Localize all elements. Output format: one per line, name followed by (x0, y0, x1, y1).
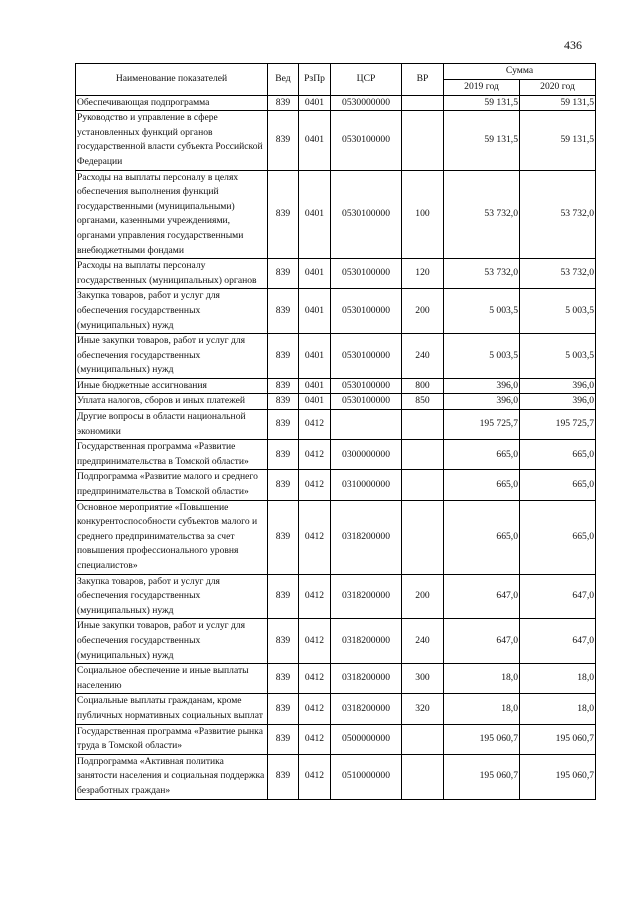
cell-sum-2019: 53 732,0 (444, 259, 520, 289)
cell-ved: 839 (268, 410, 299, 440)
cell-vr: 850 (402, 394, 444, 410)
cell-sum-2019: 5 003,5 (444, 289, 520, 334)
header-name: Наименование показателей (76, 64, 268, 96)
cell-rzpr: 0412 (299, 574, 331, 619)
cell-csr: 0318200000 (331, 619, 402, 664)
cell-ved: 839 (268, 95, 299, 111)
cell-ved: 839 (268, 394, 299, 410)
table-row (76, 440, 596, 470)
cell-ved: 839 (268, 470, 299, 500)
cell-ved: 839 (268, 574, 299, 619)
cell-vr (402, 440, 444, 470)
cell-sum-2020: 665,0 (520, 500, 596, 574)
cell-sum-2020: 195 060,7 (520, 754, 596, 799)
table-row (76, 410, 596, 440)
cell-csr: 0510000000 (331, 754, 402, 799)
cell-rzpr: 0412 (299, 410, 331, 440)
cell-name: Иные закупки товаров, работ и услуг для обеспечения государственных (муниципальных) нужд (76, 619, 268, 664)
cell-rzpr: 0401 (299, 95, 331, 111)
cell-sum-2019: 665,0 (444, 500, 520, 574)
table-row (76, 664, 596, 694)
cell-sum-2020: 647,0 (520, 574, 596, 619)
cell-sum-2019: 53 732,0 (444, 170, 520, 259)
cell-sum-2020: 59 131,5 (520, 111, 596, 170)
cell-name: Иные закупки товаров, работ и услуг для обеспечения государственных (муниципальных) нужд (76, 334, 268, 379)
cell-name: Другие вопросы в области национальной экономики (76, 410, 268, 440)
cell-sum-2019: 5 003,5 (444, 334, 520, 379)
cell-sum-2019: 647,0 (444, 574, 520, 619)
table-row (76, 470, 596, 500)
cell-rzpr: 0412 (299, 724, 331, 754)
cell-name: Закупка товаров, работ и услуг для обеспечения государственных (муниципальных) нужд (76, 289, 268, 334)
cell-name: Социальные выплаты гражданам, кроме публичных нормативных социальных выплат (76, 694, 268, 724)
cell-csr: 0500000000 (331, 724, 402, 754)
cell-rzpr: 0412 (299, 664, 331, 694)
table-row (76, 619, 596, 664)
table-row (76, 754, 596, 799)
cell-rzpr: 0401 (299, 289, 331, 334)
cell-vr: 240 (402, 619, 444, 664)
cell-sum-2020: 665,0 (520, 470, 596, 500)
cell-sum-2019: 18,0 (444, 664, 520, 694)
cell-name: Основное мероприятие «Повышение конкурентоспособности субъектов малого и среднего предпринимательства за счет повышения профессионального уровня специалистов» (76, 500, 268, 574)
cell-sum-2020: 396,0 (520, 394, 596, 410)
cell-name: Иные бюджетные ассигнования (76, 378, 268, 394)
cell-sum-2019: 665,0 (444, 470, 520, 500)
cell-name: Закупка товаров, работ и услуг для обеспечения государственных (муниципальных) нужд (76, 574, 268, 619)
cell-vr: 320 (402, 694, 444, 724)
cell-sum-2019: 396,0 (444, 394, 520, 410)
cell-ved: 839 (268, 754, 299, 799)
cell-sum-2020: 195 725,7 (520, 410, 596, 440)
cell-sum-2020: 5 003,5 (520, 289, 596, 334)
cell-sum-2020: 53 732,0 (520, 259, 596, 289)
header-ved: Вед (268, 64, 299, 96)
cell-csr: 0530100000 (331, 378, 402, 394)
cell-ved: 839 (268, 378, 299, 394)
cell-sum-2020: 18,0 (520, 664, 596, 694)
cell-csr: 0530100000 (331, 259, 402, 289)
cell-rzpr: 0401 (299, 378, 331, 394)
budget-table (75, 63, 596, 800)
cell-sum-2019: 59 131,5 (444, 95, 520, 111)
cell-vr (402, 500, 444, 574)
cell-csr: 0318200000 (331, 500, 402, 574)
cell-rzpr: 0412 (299, 754, 331, 799)
cell-name: Расходы на выплаты персоналу государственных (муниципальных) органов (76, 259, 268, 289)
cell-ved: 839 (268, 170, 299, 259)
cell-csr: 0310000000 (331, 470, 402, 500)
cell-rzpr: 0401 (299, 259, 331, 289)
cell-sum-2019: 647,0 (444, 619, 520, 664)
cell-sum-2019: 396,0 (444, 378, 520, 394)
cell-sum-2019: 195 060,7 (444, 754, 520, 799)
cell-vr (402, 724, 444, 754)
cell-ved: 839 (268, 724, 299, 754)
cell-csr: 0530100000 (331, 170, 402, 259)
cell-name: Руководство и управление в сфере установленных функций органов государственной власти субъекта Российской Федерации (76, 111, 268, 170)
cell-sum-2020: 53 732,0 (520, 170, 596, 259)
cell-rzpr: 0412 (299, 500, 331, 574)
cell-rzpr: 0412 (299, 619, 331, 664)
cell-vr: 200 (402, 574, 444, 619)
cell-ved: 839 (268, 259, 299, 289)
cell-ved: 839 (268, 500, 299, 574)
cell-vr (402, 470, 444, 500)
table-row (76, 378, 596, 394)
cell-csr: 0530100000 (331, 111, 402, 170)
cell-vr: 800 (402, 378, 444, 394)
cell-sum-2020: 647,0 (520, 619, 596, 664)
cell-rzpr: 0412 (299, 440, 331, 470)
cell-vr: 120 (402, 259, 444, 289)
cell-vr (402, 111, 444, 170)
cell-vr: 200 (402, 289, 444, 334)
cell-name: Обеспечивающая подпрограмма (76, 95, 268, 111)
table-row (76, 289, 596, 334)
cell-ved: 839 (268, 111, 299, 170)
header-year-2020: 2020 год (520, 80, 596, 96)
cell-rzpr: 0412 (299, 470, 331, 500)
cell-sum-2020: 665,0 (520, 440, 596, 470)
cell-rzpr: 0401 (299, 170, 331, 259)
cell-csr (331, 410, 402, 440)
cell-name: Уплата налогов, сборов и иных платежей (76, 394, 268, 410)
cell-rzpr: 0401 (299, 334, 331, 379)
cell-vr (402, 95, 444, 111)
cell-ved: 839 (268, 334, 299, 379)
cell-name: Государственная программа «Развитие предпринимательства в Томской области» (76, 440, 268, 470)
table-row (76, 500, 596, 574)
table-body (76, 95, 596, 799)
cell-name: Социальное обеспечение и иные выплаты населению (76, 664, 268, 694)
cell-vr: 240 (402, 334, 444, 379)
cell-ved: 839 (268, 664, 299, 694)
cell-ved: 839 (268, 694, 299, 724)
cell-vr: 300 (402, 664, 444, 694)
cell-name: Подпрограмма «Активная политика занятости населения и социальная поддержка безработных граждан» (76, 754, 268, 799)
cell-rzpr: 0401 (299, 394, 331, 410)
table-header (76, 64, 596, 96)
table-row (76, 170, 596, 259)
cell-vr (402, 754, 444, 799)
cell-vr (402, 410, 444, 440)
header-vr: ВР (402, 64, 444, 96)
cell-csr: 0300000000 (331, 440, 402, 470)
cell-sum-2019: 195 725,7 (444, 410, 520, 440)
cell-sum-2019: 195 060,7 (444, 724, 520, 754)
page-number: 436 (564, 38, 582, 52)
table-row (76, 95, 596, 111)
table-row (76, 574, 596, 619)
table-row (76, 724, 596, 754)
cell-csr: 0318200000 (331, 574, 402, 619)
header-rzpr: РзПр (299, 64, 331, 96)
cell-sum-2020: 396,0 (520, 378, 596, 394)
cell-vr: 100 (402, 170, 444, 259)
table-row (76, 259, 596, 289)
cell-csr: 0318200000 (331, 664, 402, 694)
cell-sum-2019: 59 131,5 (444, 111, 520, 170)
header-year-2019: 2019 год (444, 80, 520, 96)
cell-name: Расходы на выплаты персоналу в целях обеспечения выполнения функций государственными (муниципальными) органами, казенными учреждениями, органами управления государственными внебюджетными фондами (76, 170, 268, 259)
table-row (76, 694, 596, 724)
cell-sum-2019: 18,0 (444, 694, 520, 724)
table-row (76, 394, 596, 410)
cell-csr: 0318200000 (331, 694, 402, 724)
cell-name: Государственная программа «Развитие рынка труда в Томской области» (76, 724, 268, 754)
cell-ved: 839 (268, 289, 299, 334)
header-sum: Сумма (444, 64, 596, 80)
cell-csr: 0530100000 (331, 394, 402, 410)
header-csr: ЦСР (331, 64, 402, 96)
cell-sum-2020: 18,0 (520, 694, 596, 724)
cell-csr: 0530100000 (331, 289, 402, 334)
cell-sum-2020: 195 060,7 (520, 724, 596, 754)
cell-ved: 839 (268, 619, 299, 664)
table-row (76, 334, 596, 379)
cell-rzpr: 0412 (299, 694, 331, 724)
table-row (76, 111, 596, 170)
cell-rzpr: 0401 (299, 111, 331, 170)
cell-csr: 0530000000 (331, 95, 402, 111)
cell-ved: 839 (268, 440, 299, 470)
cell-sum-2020: 59 131,5 (520, 95, 596, 111)
cell-name: Подпрограмма «Развитие малого и среднего предпринимательства в Томской области» (76, 470, 268, 500)
cell-sum-2019: 665,0 (444, 440, 520, 470)
cell-csr: 0530100000 (331, 334, 402, 379)
cell-sum-2020: 5 003,5 (520, 334, 596, 379)
